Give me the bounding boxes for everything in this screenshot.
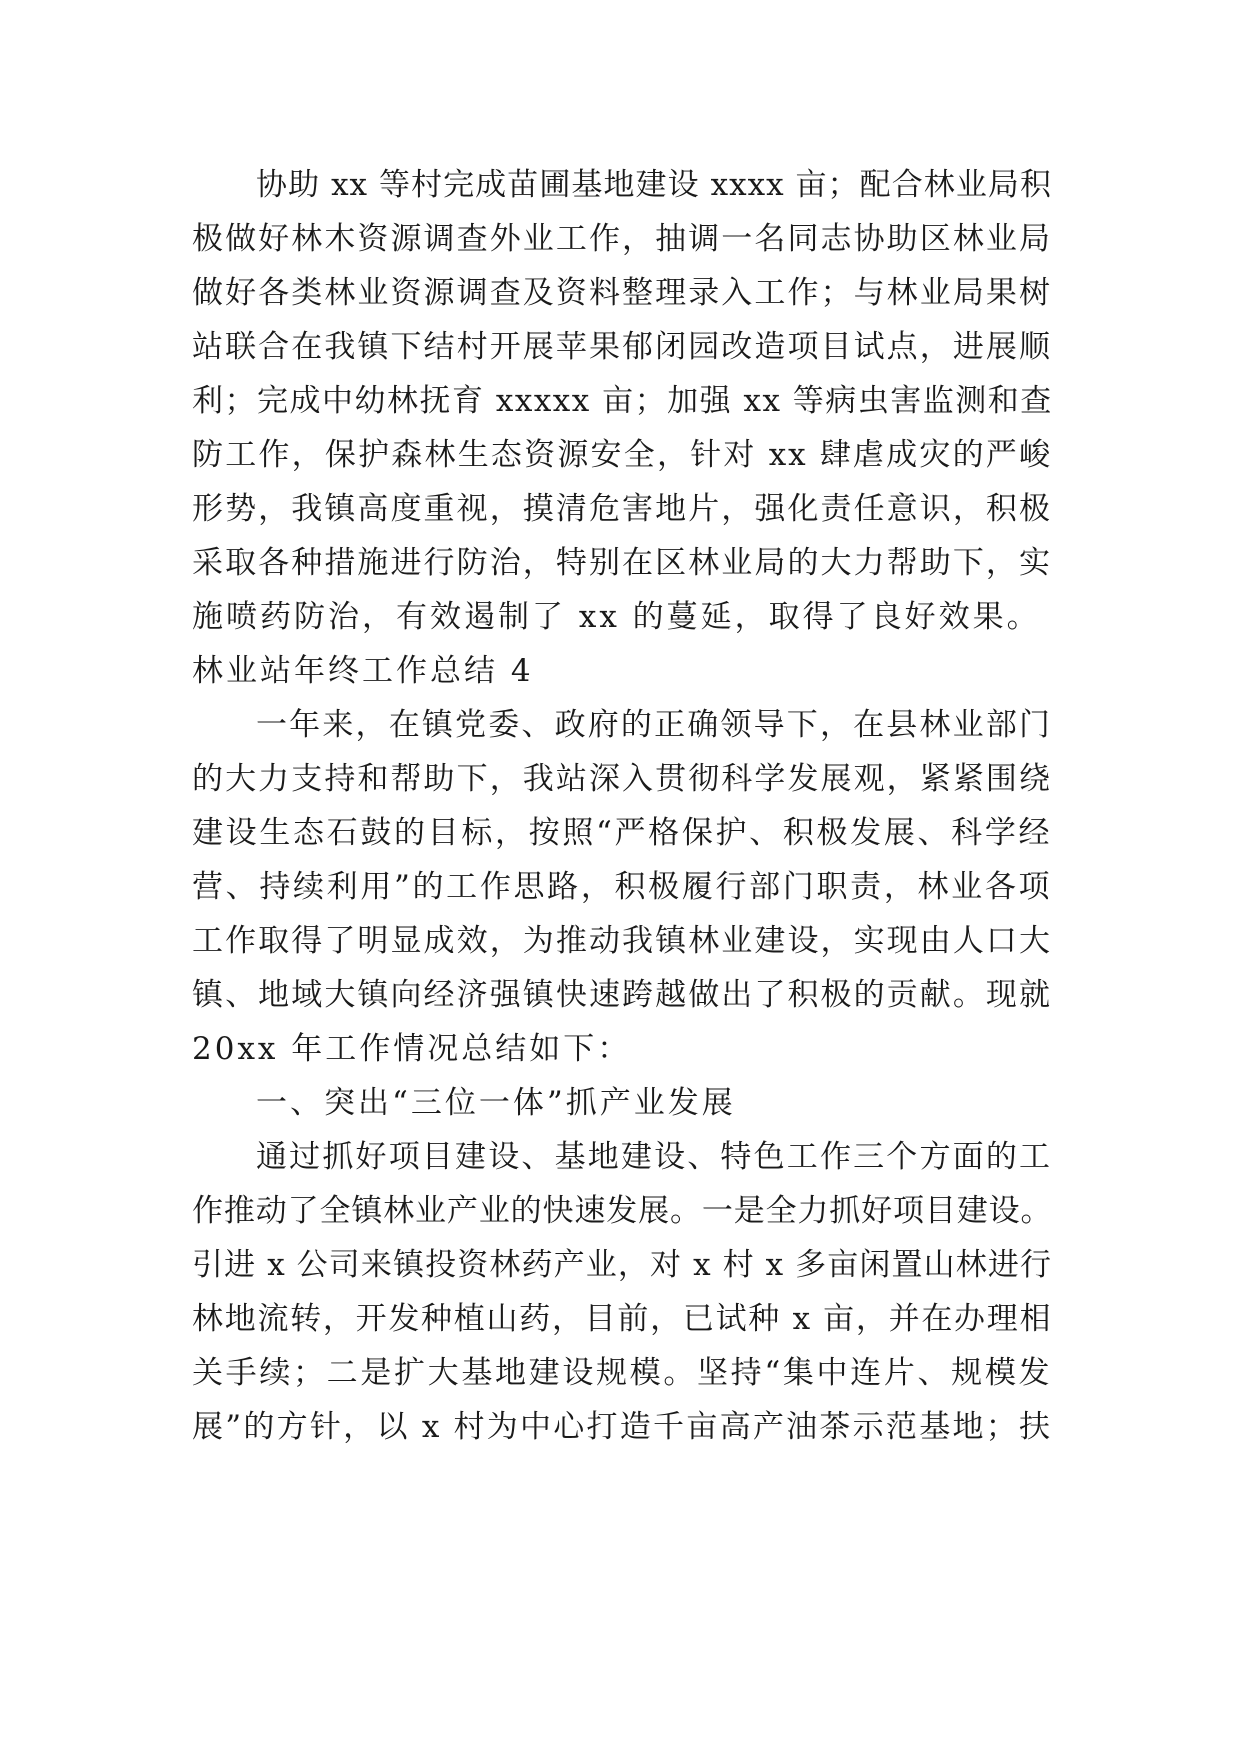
text-line: 协助 xx 等村完成苗圃基地建设 xxxx 亩；配合林业局积 [256, 167, 1052, 203]
text-line: 利；完成中幼林抚育 xxxxx 亩；加强 xx 等病虫害监测和查 [192, 383, 1053, 419]
text-line: 工作取得了明显成效，为推动我镇林业建设，实现由人口大 [192, 923, 1052, 959]
text-line: 采取各种措施进行防治，特别在区林业局的大力帮助下，实 [192, 545, 1052, 581]
text-line: 展”的方针，以 x 村为中心打造千亩高产油茶示范基地；扶 [192, 1409, 1052, 1445]
text-line: 的大力支持和帮助下，我站深入贯彻科学发展观，紧紧围绕 [192, 761, 1052, 797]
text-line: 站联合在我镇下结村开展苹果郁闭园改造项目试点，进展顺 [192, 329, 1052, 365]
text-line: 一年来，在镇党委、政府的正确领导下，在县林业部门 [256, 707, 1052, 743]
text-line: 镇、地域大镇向经济强镇快速跨越做出了积极的贡献。现就 [192, 977, 1052, 1013]
text-line: 形势，我镇高度重视，摸清危害地片，强化责任意识，积极 [192, 491, 1052, 527]
text-line: 做好各类林业资源调查及资料整理录入工作；与林业局果树 [192, 275, 1052, 311]
text-line: 极做好林木资源调查外业工作，抽调一名同志协助区林业局 [192, 221, 1052, 257]
text-line: 引进 x 公司来镇投资林药产业，对 x 村 x 多亩闲置山林进行 [192, 1247, 1052, 1283]
section-heading: 林业站年终工作总结 4 [192, 653, 534, 689]
text-line: 20xx 年工作情况总结如下： [192, 1031, 632, 1067]
text-line: 营、持续利用”的工作思路，积极履行部门职责，林业各项 [192, 869, 1052, 905]
text-line: 关手续；二是扩大基地建设规模。坚持“集中连片、规模发 [192, 1355, 1052, 1391]
subsection-heading: 一、突出“三位一体”抓产业发展 [256, 1085, 736, 1121]
text-line: 作推动了全镇林业产业的快速发展。一是全力抓好项目建设。 [192, 1193, 1052, 1229]
text-line: 防工作，保护森林生态资源安全，针对 xx 肆虐成灾的严峻 [192, 437, 1052, 473]
text-line: 建设生态石鼓的目标，按照“严格保护、积极发展、科学经 [192, 815, 1052, 851]
text-line: 通过抓好项目建设、基地建设、特色工作三个方面的工 [256, 1139, 1052, 1175]
text-line: 林地流转，开发种植山药，目前，已试种 x 亩，并在办理相 [192, 1301, 1052, 1337]
text-line: 施喷药防治，有效遏制了 xx 的蔓延，取得了良好效果。 [192, 599, 1041, 635]
